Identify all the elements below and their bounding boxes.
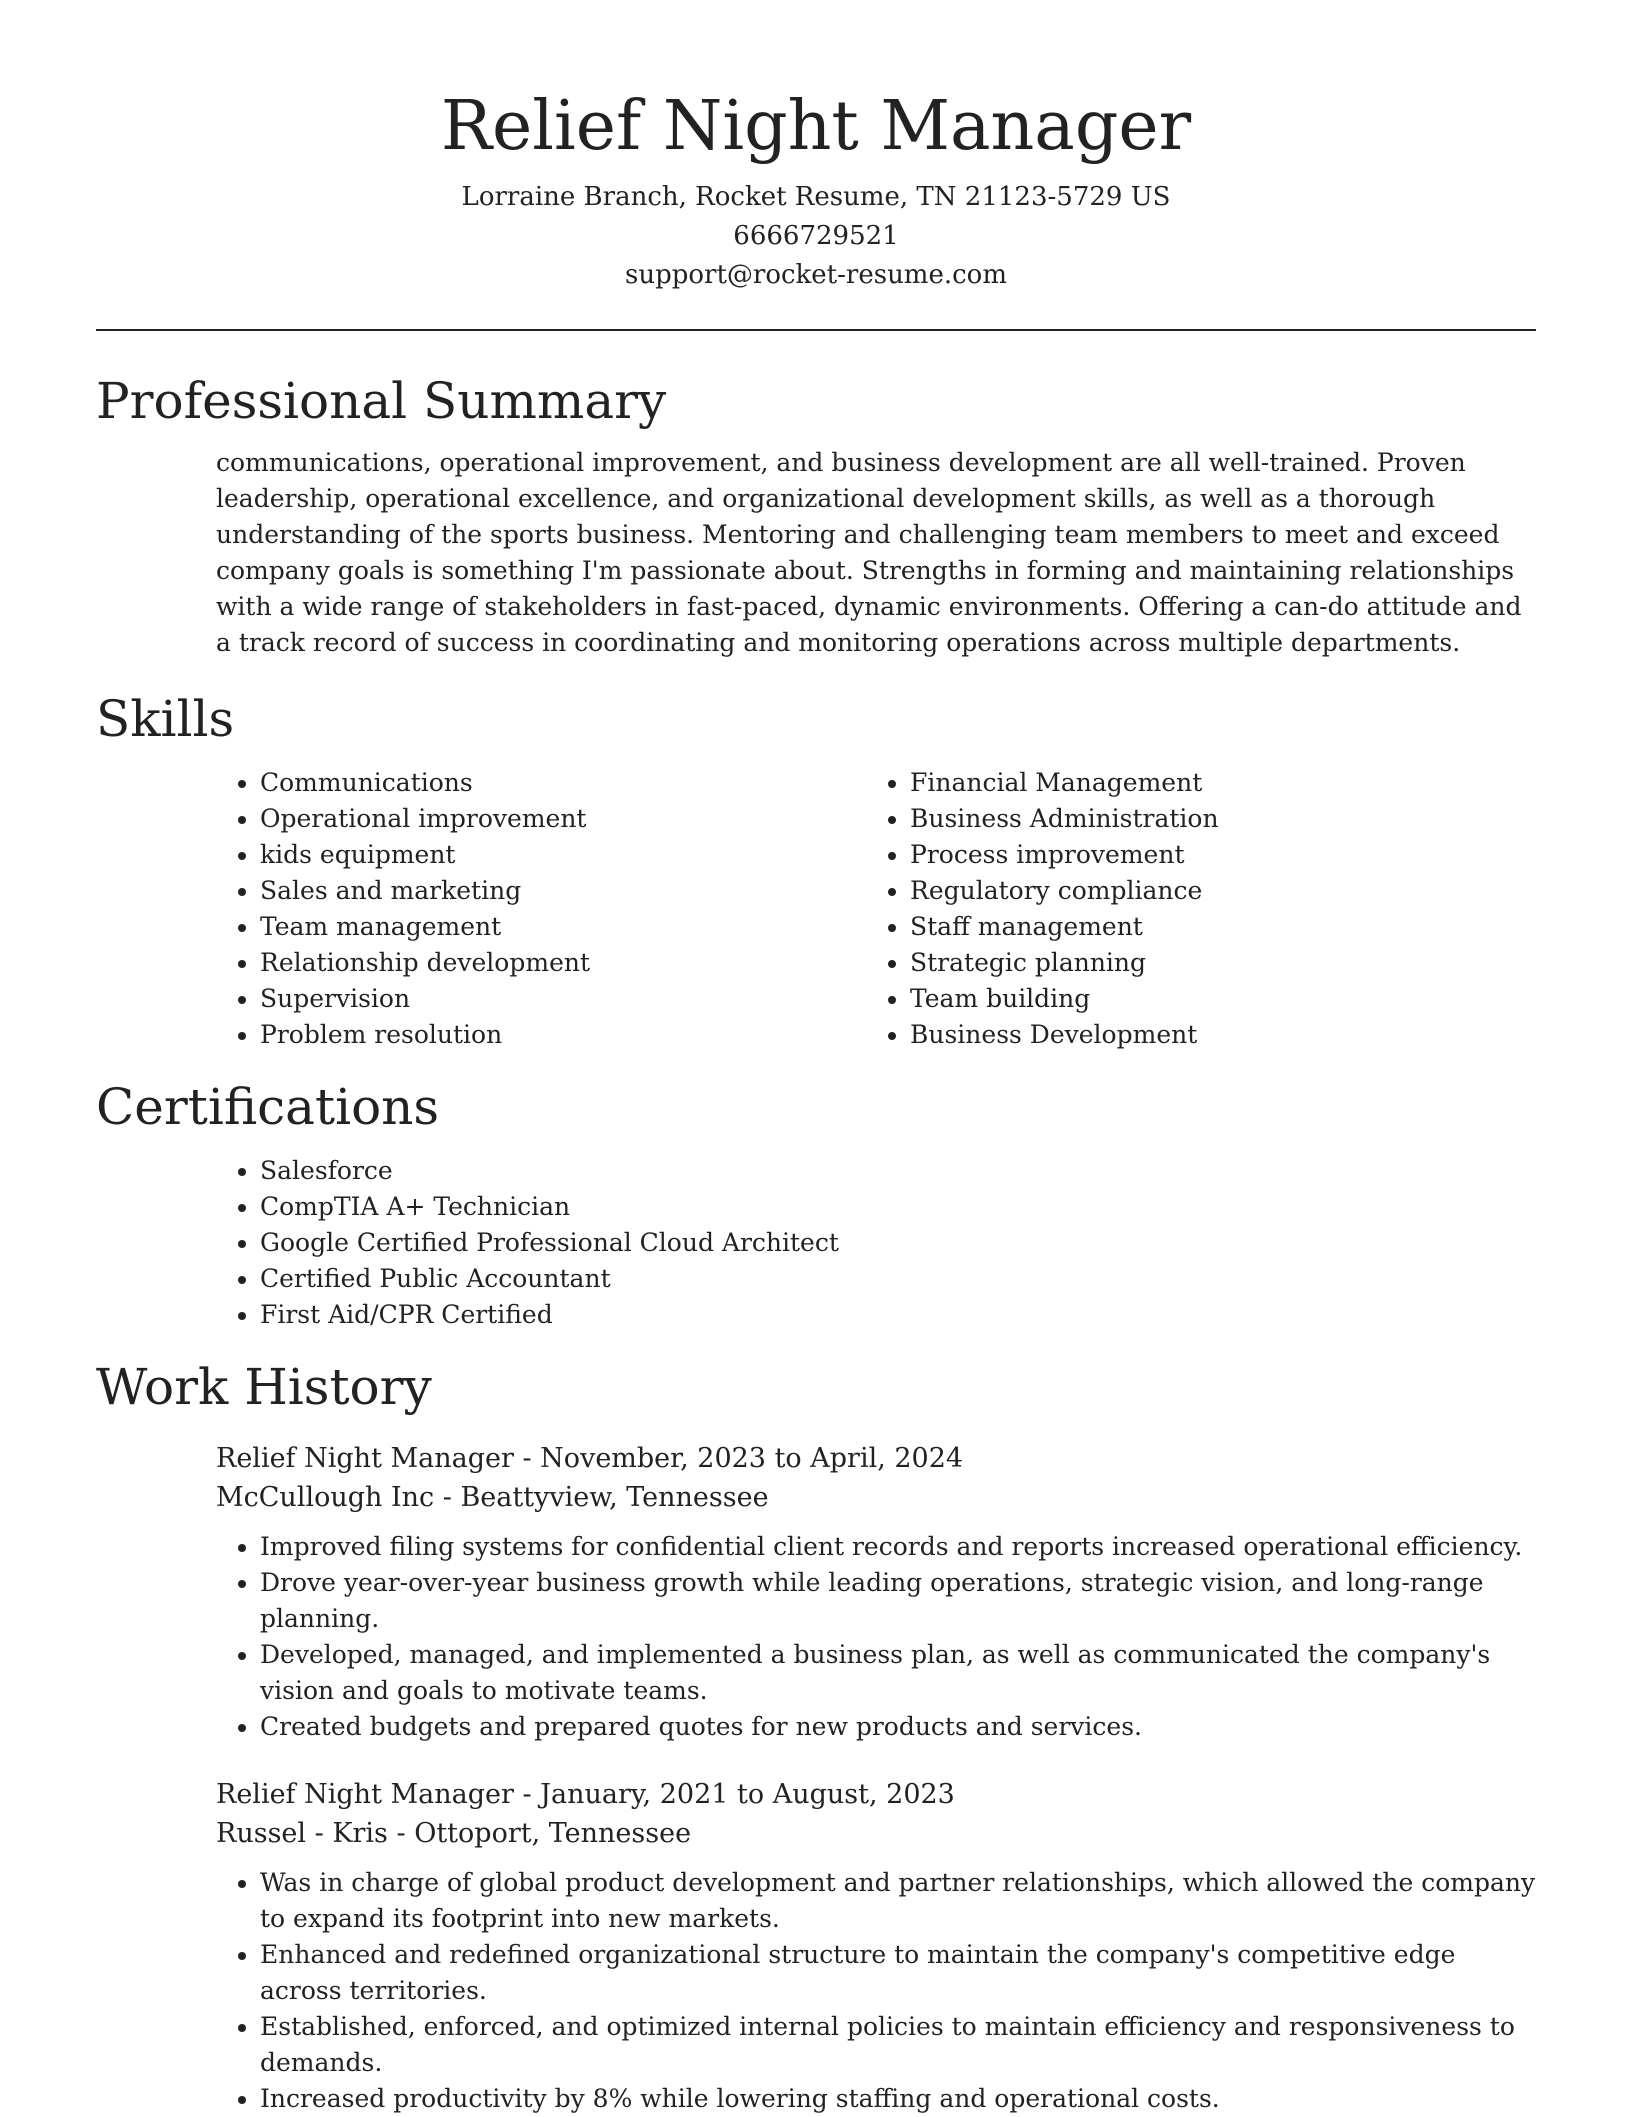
- job-bullet: • Developed, managed, and implemented a business plan, as well as communicated the company's vision and goals to motivate teams.: [260, 1637, 1536, 1709]
- skill-item: • Sales and marketing: [260, 873, 866, 909]
- job-company-line: Russel - Kris - Ottoport, Tennessee: [216, 1818, 692, 1849]
- job-bullet-list: [216, 1865, 1536, 2117]
- certification-item: • Salesforce: [260, 1153, 1536, 1189]
- resume-header: [96, 0, 1536, 295]
- skills-list-right: [866, 765, 1516, 1053]
- skill-item: • kids equipment: [260, 837, 866, 873]
- certifications-heading: Certifications: [96, 1078, 440, 1136]
- resume-name: Relief Night Manager: [440, 87, 1192, 166]
- skill-item: • Strategic planning: [910, 945, 1516, 981]
- contact-block: [96, 178, 1536, 295]
- skill-item: • Financial Management: [910, 765, 1516, 801]
- job-bullet: • Improved filing systems for confidential client records and reports increased operational efficiency.: [260, 1529, 1536, 1565]
- job-bullet: • Established, enforced, and optimized internal policies to maintain efficiency and responsiveness to demands.: [260, 2009, 1536, 2081]
- contact-email: support@rocket-resume.com: [624, 260, 1007, 290]
- skills-heading: Skills: [96, 690, 235, 748]
- job-bullet-list: [216, 1529, 1536, 1745]
- skill-item: • Regulatory compliance: [910, 873, 1516, 909]
- job-company-line: McCullough Inc - Beattyview, Tennessee: [216, 1482, 769, 1513]
- job-bullets: [216, 1529, 1536, 1745]
- certification-item: • Google Certified Professional Cloud Architect: [260, 1225, 1536, 1261]
- job-entry: [216, 1439, 1536, 1745]
- job-bullet: • Increased productivity by 8% while lowering staffing and operational costs.: [260, 2081, 1536, 2117]
- contact-phone: 6666729521: [733, 221, 899, 251]
- skills-column-left: [216, 765, 866, 1053]
- job-bullet: • Was in charge of global product development and partner relationships, which allowed the company to expand its footprint into new markets.: [260, 1865, 1536, 1937]
- skill-item: • Operational improvement: [260, 801, 866, 837]
- job-title-line: Relief Night Manager - November, 2023 to April, 2024: [216, 1443, 964, 1474]
- job-title-line: Relief Night Manager - January, 2021 to August, 2023: [216, 1779, 955, 1810]
- work-history-heading: Work History: [96, 1358, 432, 1416]
- skill-item: • Business Development: [910, 1017, 1516, 1053]
- skill-item: • Team management: [260, 909, 866, 945]
- summary-text: communications, operational improvement, and business development are all well-trained. Proven leadership, operational excellence, and organizational development skills, as well as a thorough understanding of the sports business. Mentoring and challenging team members to meet and exceed company goals is something I'm passionate about. Strengths in forming and maintaining relationships with a wide range of stakeholders in fast-paced, dynamic environments. Offering a can-do attitude and a track record of success in coordinating and monitoring operations across multiple departments.: [216, 448, 1522, 657]
- skill-item: • Business Administration: [910, 801, 1516, 837]
- certification-item: • CompTIA A+ Technician: [260, 1189, 1536, 1225]
- certification-item: • Certified Public Accountant: [260, 1261, 1536, 1297]
- certifications-list: [216, 1153, 1536, 1333]
- job-bullets: [216, 1865, 1536, 2117]
- skills-list-left: [216, 765, 866, 1053]
- header-divider: [96, 329, 1536, 331]
- skill-item: • Problem resolution: [260, 1017, 866, 1053]
- summary-heading: Professional Summary: [96, 372, 667, 430]
- skills-column-right: [866, 765, 1516, 1053]
- job-entry: [216, 1775, 1536, 2117]
- resume-page: [96, 0, 1536, 2117]
- skill-item: • Team building: [910, 981, 1516, 1017]
- skill-item: • Process improvement: [910, 837, 1516, 873]
- certifications-block: [216, 1153, 1536, 1333]
- contact-address: Lorraine Branch, Rocket Resume, TN 21123-5729 US: [461, 182, 1171, 212]
- skill-item: • Relationship development: [260, 945, 866, 981]
- skills-grid: [216, 765, 1536, 1053]
- skill-item: • Staff management: [910, 909, 1516, 945]
- certification-item: • First Aid/CPR Certified: [260, 1297, 1536, 1333]
- skill-item: • Supervision: [260, 981, 866, 1017]
- job-bullet: • Drove year-over-year business growth while leading operations, strategic vision, and long-range planning.: [260, 1565, 1536, 1637]
- job-bullet: • Enhanced and redefined organizational structure to maintain the company's competitive edge across territories.: [260, 1937, 1536, 2009]
- skill-item: • Communications: [260, 765, 866, 801]
- job-bullet: • Created budgets and prepared quotes for new products and services.: [260, 1709, 1536, 1745]
